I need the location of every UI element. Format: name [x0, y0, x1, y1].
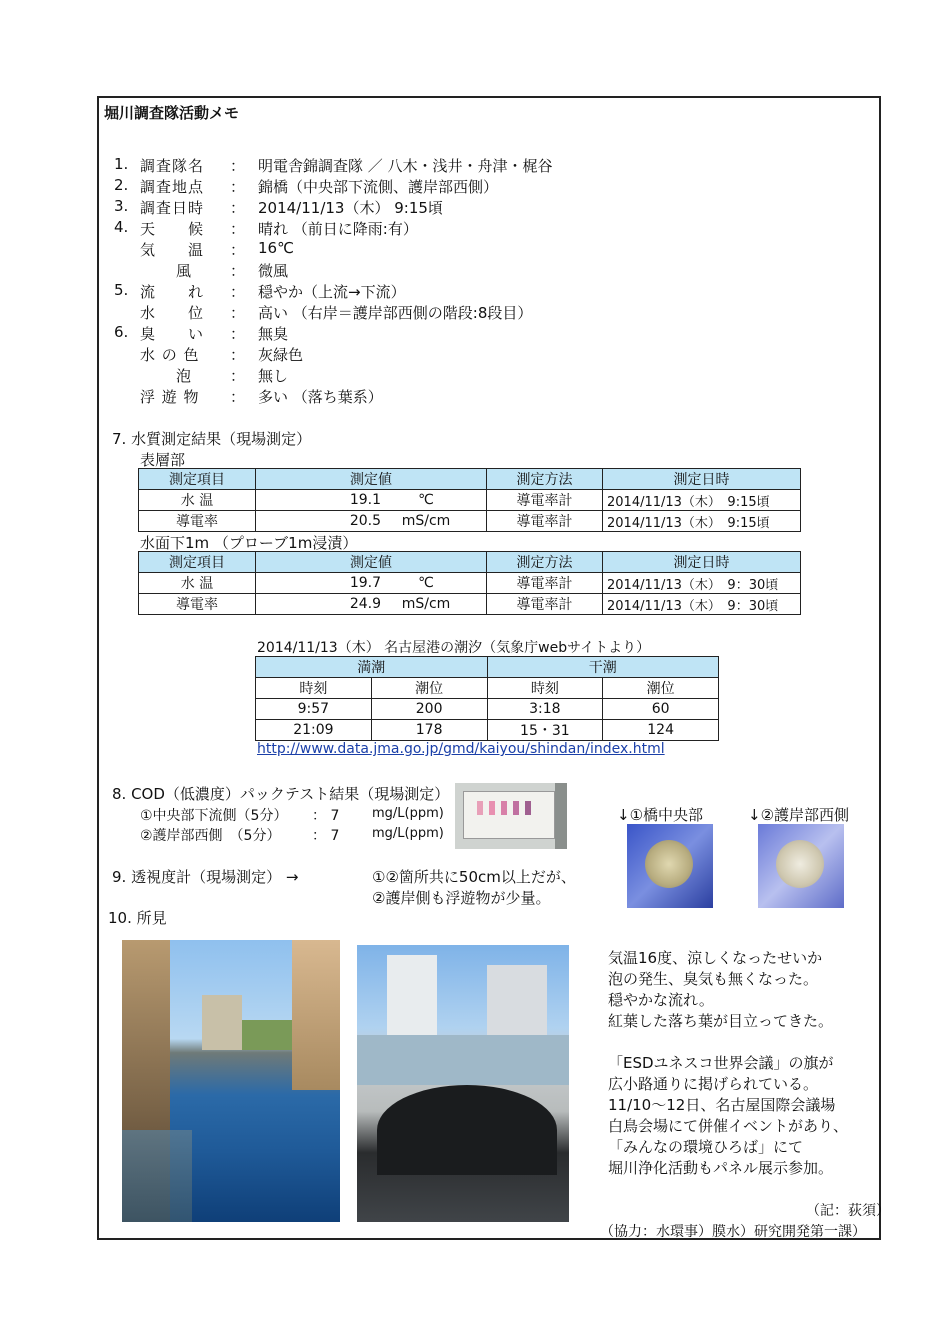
findings-line — [608, 1032, 848, 1053]
header-low-tide: 干潮 — [487, 657, 719, 678]
subheader-level: 潮位 — [603, 678, 719, 699]
findings-line: 泡の発生、臭気も無くなった。 — [608, 970, 819, 988]
item-value: 多い （落ち葉系） — [258, 388, 383, 406]
cell: 60 — [603, 699, 719, 720]
item-number: 5. — [114, 281, 129, 299]
cell: 200 — [371, 699, 487, 720]
item-number: 2. — [114, 176, 129, 194]
item-colon: ： — [230, 220, 246, 238]
findings-line: 「みんなの環境ひろば」にて — [608, 1138, 804, 1156]
findings-line: 11/10～12日、名古屋国際会議場 — [608, 1096, 836, 1114]
cell-method: 導電率計 — [487, 511, 603, 532]
deep-label: 水面下1m （プローブ1m浸漬） — [140, 534, 358, 552]
header-datetime: 測定日時 — [603, 469, 801, 490]
cell: 124 — [603, 720, 719, 741]
findings-line: 白鳥会場にて併催イベントがあり、 — [608, 1117, 849, 1135]
table-header-row — [139, 552, 801, 573]
subheader-time: 時刻 — [487, 678, 603, 699]
river-photo — [122, 940, 340, 1222]
transparency-line-2: ②護岸側も浮遊物が少量。 — [372, 889, 551, 907]
surface-label: 表層部 — [140, 451, 186, 469]
transparency-photo-1 — [627, 824, 713, 908]
findings-text — [608, 948, 848, 1179]
cell: 21:09 — [256, 720, 372, 741]
item-label: 調査地点 — [140, 178, 205, 196]
item-value: 明電舎錦調査隊 ／ 八木・浅井・舟津・梶谷 — [258, 157, 553, 175]
cell-item: 水 温 — [139, 490, 256, 511]
table-header-row — [139, 469, 801, 490]
findings-line: 「ESDユネスコ世界会議」の旗が — [608, 1054, 834, 1072]
findings-line: 穏やかな流れ。 — [608, 991, 714, 1009]
findings-heading: 10. 所見 — [108, 909, 167, 927]
item-colon: ： — [230, 304, 246, 322]
tide-title: 2014/11/13（木） 名古屋港の潮汐（気象庁webサイトより） — [257, 640, 651, 656]
item-value: 穏やか（上流→下流） — [258, 283, 406, 301]
table-row — [256, 699, 719, 720]
surface-table — [138, 468, 801, 532]
item-number: 1. — [114, 155, 129, 173]
item-colon: ： — [230, 241, 246, 259]
cod-row1-label: ①中央部下流側（5分） — [140, 808, 288, 824]
item-colon: ： — [230, 346, 246, 364]
jma-link[interactable]: http://www.data.jma.go.jp/gmd/kaiyou/shindan/index.html — [257, 741, 665, 757]
item-value: 16℃ — [258, 239, 294, 257]
transparency-caption-1: ↓①橋中央部 — [617, 806, 704, 824]
deep-table — [138, 551, 801, 615]
pack-test-photo — [455, 783, 567, 849]
item-colon: ： — [230, 388, 246, 406]
water-quality-heading: 7. 水質測定結果（現場測定） — [112, 430, 312, 448]
cell-value: 24.9 mS/cm — [256, 594, 487, 615]
item-number: 3. — [114, 197, 129, 215]
table-row — [256, 720, 719, 741]
header-method: 測定方法 — [487, 469, 603, 490]
item-value: 無し — [258, 367, 289, 385]
table-row — [139, 573, 801, 594]
recorder: （記：荻須） — [806, 1203, 890, 1219]
item-value: 無臭 — [258, 325, 289, 343]
cell-value: 20.5 mS/cm — [256, 511, 487, 532]
header-high-tide: 満潮 — [256, 657, 488, 678]
cell-method: 導電率計 — [487, 573, 603, 594]
cell: 178 — [371, 720, 487, 741]
cell-method: 導電率計 — [487, 490, 603, 511]
page-title: 堀川調査隊活動メモ — [104, 104, 240, 122]
item-colon: ： — [230, 262, 246, 280]
item-label: 浮 遊 物 — [140, 388, 200, 406]
cod-row2-unit: mg/L(ppm) — [372, 826, 444, 841]
cell-datetime: 2014/11/13（木） 9:15頃 — [603, 490, 801, 511]
item-number: 6. — [114, 323, 129, 341]
transparency-caption-2: ↓②護岸部西側 — [748, 806, 850, 824]
item-value: 2014/11/13（木） 9:15頃 — [258, 199, 443, 217]
cod-row2-label: ②護岸部西側 （5分） — [140, 828, 281, 844]
tide-table — [255, 656, 719, 741]
table-header-row — [256, 657, 719, 678]
transparency-photo-2 — [758, 824, 844, 908]
cod-row1-value: ： 7 — [312, 808, 340, 824]
item-colon: ： — [230, 325, 246, 343]
item-label: 調査隊名 — [140, 157, 205, 175]
table-subheader-row — [256, 678, 719, 699]
findings-line: 紅葉した落ち葉が目立ってきた。 — [608, 1012, 834, 1030]
item-label: 天 候 — [140, 220, 205, 238]
item-colon: ： — [230, 367, 246, 385]
item-colon: ： — [230, 157, 246, 175]
transparency-line-1: ①②箇所共に50cm以上だが、 — [372, 868, 576, 886]
cell-value: 19.1 ℃ — [256, 490, 487, 511]
cell: 3:18 — [487, 699, 603, 720]
bridge-photo — [357, 945, 569, 1222]
organization: （協力：水環事）膜水）研究開発第一課） — [600, 1224, 866, 1240]
cell-datetime: 2014/11/13（木） 9：30頃 — [603, 594, 801, 615]
item-value: 錦橋（中央部下流側、護岸部西側） — [258, 178, 499, 196]
item-label: 泡 — [176, 367, 193, 385]
item-number: 4. — [114, 218, 129, 236]
header-item: 測定項目 — [139, 469, 256, 490]
findings-line: 堀川浄化活動もパネル展示参加。 — [608, 1159, 834, 1177]
header-datetime: 測定日時 — [603, 552, 801, 573]
item-label: 水 の 色 — [140, 346, 200, 364]
item-label: 調査日時 — [140, 199, 205, 217]
item-value: 灰緑色 — [258, 346, 304, 364]
header-value: 測定値 — [256, 552, 487, 573]
cell-item: 導電率 — [139, 511, 256, 532]
transparency-heading: 9. 透視度計（現場測定） → — [112, 868, 299, 886]
cell-datetime: 2014/11/13（木） 9:15頃 — [603, 511, 801, 532]
table-row — [139, 490, 801, 511]
cod-row2-value: ： 7 — [312, 828, 340, 844]
header-method: 測定方法 — [487, 552, 603, 573]
table-row — [139, 594, 801, 615]
item-colon: ： — [230, 178, 246, 196]
cod-heading: 8. COD（低濃度）パックテスト結果（現場測定） — [112, 785, 450, 803]
cell-item: 水 温 — [139, 573, 256, 594]
cell: 9:57 — [256, 699, 372, 720]
cell-item: 導電率 — [139, 594, 256, 615]
table-row — [139, 511, 801, 532]
item-value: 高い （右岸＝護岸部西側の階段:8段目） — [258, 304, 533, 322]
header-item: 測定項目 — [139, 552, 256, 573]
item-label: 臭 い — [140, 325, 205, 343]
cod-row1-unit: mg/L(ppm) — [372, 806, 444, 821]
item-label: 風 — [176, 262, 193, 280]
findings-line: 広小路通りに掲げられている。 — [608, 1075, 819, 1093]
findings-line: 気温16度、涼しくなったせいか — [608, 949, 823, 967]
cell: 15・31 — [487, 720, 603, 741]
cell-value: 19.7 ℃ — [256, 573, 487, 594]
header-value: 測定値 — [256, 469, 487, 490]
subheader-time: 時刻 — [256, 678, 372, 699]
item-value: 晴れ （前日に降雨:有） — [258, 220, 418, 238]
item-value: 微風 — [258, 262, 289, 280]
cell-method: 導電率計 — [487, 594, 603, 615]
item-label: 気 温 — [140, 241, 205, 259]
subheader-level: 潮位 — [371, 678, 487, 699]
item-colon: ： — [230, 199, 246, 217]
cell-datetime: 2014/11/13（木） 9：30頃 — [603, 573, 801, 594]
item-label: 水 位 — [140, 304, 205, 322]
item-colon: ： — [230, 283, 246, 301]
item-label: 流 れ — [140, 283, 205, 301]
